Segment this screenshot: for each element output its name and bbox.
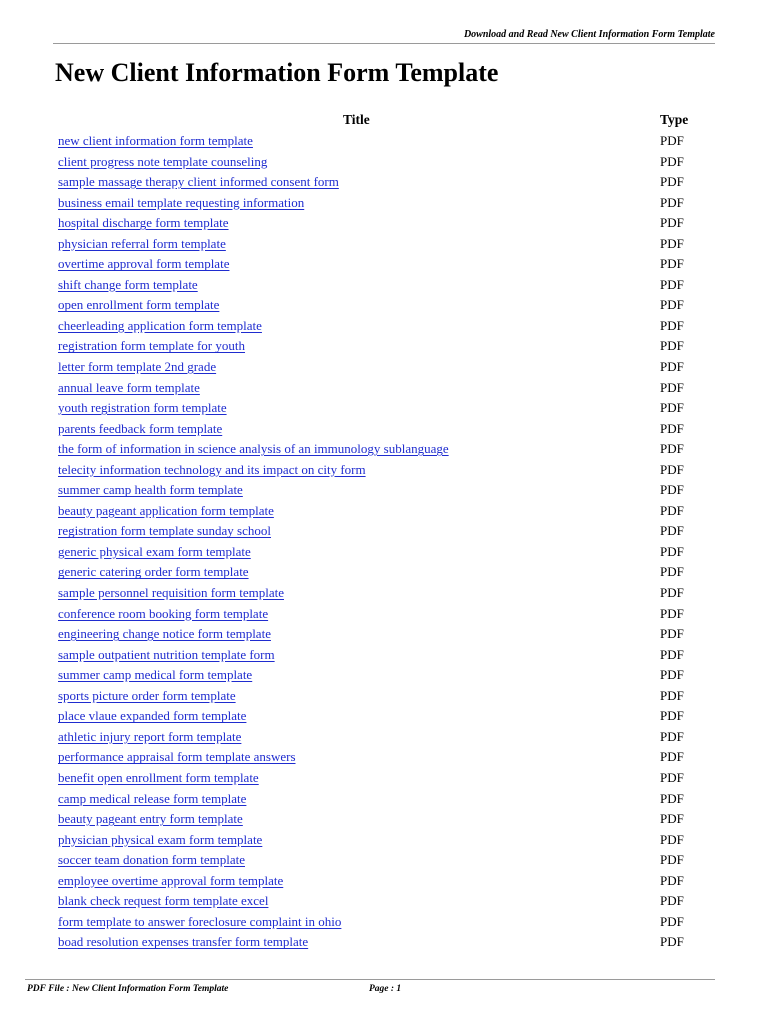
- document-title-link[interactable]: cheerleading application form template: [58, 317, 262, 333]
- document-type-label: PDF: [660, 667, 684, 683]
- document-type-label: PDF: [660, 174, 684, 190]
- document-title-link[interactable]: place vlaue expanded form template: [58, 708, 247, 724]
- page-title: New Client Information Form Template: [55, 58, 499, 87]
- document-type-label: PDF: [660, 400, 684, 416]
- list-item: [58, 398, 718, 419]
- list-item: [58, 665, 718, 686]
- document-title-link[interactable]: performance appraisal form template answers: [58, 749, 296, 765]
- document-type-label: PDF: [660, 215, 684, 231]
- list-item: [58, 234, 718, 255]
- list-item: [58, 645, 718, 666]
- list-item: [58, 378, 718, 399]
- list-item: [58, 727, 718, 748]
- list-item: [58, 542, 718, 563]
- document-type-label: PDF: [660, 708, 684, 724]
- document-title-link[interactable]: boad resolution expenses transfer form template: [58, 934, 309, 950]
- document-type-label: PDF: [660, 461, 684, 477]
- list-item: [58, 932, 718, 953]
- list-item: [58, 521, 718, 542]
- document-type-label: PDF: [660, 934, 684, 950]
- list-item: [58, 501, 718, 522]
- document-type-label: PDF: [660, 585, 684, 601]
- document-title-link[interactable]: physician referral form template: [58, 235, 226, 251]
- document-type-label: PDF: [660, 502, 684, 518]
- document-title-link[interactable]: conference room booking form template: [58, 605, 269, 621]
- list-item: [58, 850, 718, 871]
- list-item: [58, 830, 718, 851]
- list-item: [58, 254, 718, 275]
- document-type-label: PDF: [660, 420, 684, 436]
- list-item: [58, 912, 718, 933]
- document-title-link[interactable]: benefit open enrollment form template: [58, 769, 259, 785]
- document-title-link[interactable]: engineering change notice form template: [58, 626, 271, 642]
- list-item: [58, 747, 718, 768]
- document-type-label: PDF: [660, 482, 684, 498]
- list-item: [58, 193, 718, 214]
- list-item: [58, 336, 718, 357]
- list-item: [58, 624, 718, 645]
- list-item: [58, 871, 718, 892]
- document-type-label: PDF: [660, 379, 684, 395]
- document-title-link[interactable]: sample massage therapy client informed consent form: [58, 174, 339, 190]
- document-title-link[interactable]: employee overtime approval form template: [58, 872, 284, 888]
- document-title-link[interactable]: summer camp health form template: [58, 482, 243, 498]
- list-item: [58, 152, 718, 173]
- list-item: [58, 295, 718, 316]
- document-title-link[interactable]: athletic injury report form template: [58, 728, 242, 744]
- document-type-label: PDF: [660, 728, 684, 744]
- document-title-link[interactable]: parents feedback form template: [58, 420, 223, 436]
- document-title-link[interactable]: form template to answer foreclosure complaint in ohio: [58, 913, 342, 929]
- list-item: [58, 275, 718, 296]
- document-type-label: PDF: [660, 605, 684, 621]
- document-title-link[interactable]: camp medical release form template: [58, 790, 247, 806]
- document-title-link[interactable]: soccer team donation form template: [58, 852, 245, 868]
- document-type-label: PDF: [660, 749, 684, 765]
- document-title-link[interactable]: annual leave form template: [58, 379, 200, 395]
- document-title-link[interactable]: beauty pageant application form template: [58, 502, 274, 518]
- document-type-label: PDF: [660, 646, 684, 662]
- document-title-link[interactable]: client progress note template counseling: [58, 153, 268, 169]
- document-type-label: PDF: [660, 811, 684, 827]
- column-header-title: Title: [343, 112, 370, 127]
- document-title-link[interactable]: open enrollment form template: [58, 297, 220, 313]
- document-type-label: PDF: [660, 913, 684, 929]
- document-list: [58, 131, 718, 953]
- document-type-label: PDF: [660, 872, 684, 888]
- document-type-label: PDF: [660, 769, 684, 785]
- document-title-link[interactable]: blank check request form template excel: [58, 893, 269, 909]
- document-title-link[interactable]: sports picture order form template: [58, 687, 236, 703]
- document-type-label: PDF: [660, 831, 684, 847]
- list-item: [58, 480, 718, 501]
- document-type-label: PDF: [660, 256, 684, 272]
- list-item: [58, 213, 718, 234]
- document-type-label: PDF: [660, 543, 684, 559]
- document-type-label: PDF: [660, 235, 684, 251]
- footer-page-number: Page : 1: [369, 984, 402, 994]
- document-type-label: PDF: [660, 297, 684, 313]
- document-type-label: PDF: [660, 317, 684, 333]
- document-title-link[interactable]: registration form template sunday school: [58, 523, 272, 539]
- document-type-label: PDF: [660, 441, 684, 457]
- document-type-label: PDF: [660, 687, 684, 703]
- document-title-link[interactable]: generic catering order form template: [58, 564, 249, 580]
- document-title-link[interactable]: business email template requesting information: [58, 194, 305, 210]
- document-type-label: PDF: [660, 626, 684, 642]
- document-title-link[interactable]: youth registration form template: [58, 400, 227, 416]
- footer-file-label: PDF File : New Client Information Form Template: [27, 984, 229, 994]
- document-title-link[interactable]: new client information form template: [58, 133, 253, 148]
- list-item: [58, 439, 718, 460]
- list-item: [58, 583, 718, 604]
- list-item: [58, 809, 718, 830]
- list-item: [58, 172, 718, 193]
- list-item: [58, 131, 718, 152]
- document-type-label: PDF: [660, 523, 684, 539]
- list-item: [58, 706, 718, 727]
- document-type-label: PDF: [660, 790, 684, 806]
- document-type-label: PDF: [660, 153, 684, 169]
- list-item: [58, 460, 718, 481]
- document-title-link[interactable]: hospital discharge form template: [58, 215, 229, 231]
- document-type-label: PDF: [660, 852, 684, 868]
- document-title-link[interactable]: the form of information in science analysis of an immunology sublanguage: [58, 441, 449, 457]
- document-type-label: PDF: [660, 338, 684, 354]
- document-title-link[interactable]: sample personnel requisition form template: [58, 585, 284, 601]
- list-item: [58, 686, 718, 707]
- document-title-link[interactable]: physician physical exam form template: [58, 831, 263, 847]
- list-item: [58, 419, 718, 440]
- document-type-label: PDF: [660, 133, 684, 148]
- document-type-label: PDF: [660, 359, 684, 375]
- list-item: [58, 768, 718, 789]
- document-type-label: PDF: [660, 564, 684, 580]
- document-title-link[interactable]: sample outpatient nutrition template form: [58, 646, 275, 662]
- list-item: [58, 604, 718, 625]
- column-header-type: Type: [660, 112, 689, 127]
- document-type-label: PDF: [660, 194, 684, 210]
- document-type-label: PDF: [660, 893, 684, 909]
- document-title-link[interactable]: registration form template for youth: [58, 338, 246, 354]
- document-title-link[interactable]: generic physical exam form template: [58, 543, 251, 559]
- document-title-link[interactable]: telecity information technology and its impact on city form: [58, 461, 366, 477]
- header-divider: [53, 43, 715, 44]
- list-item: [58, 789, 718, 810]
- list-item: [58, 357, 718, 378]
- document-title-link[interactable]: summer camp medical form template: [58, 667, 253, 683]
- document-title-link[interactable]: shift change form template: [58, 276, 198, 292]
- list-item: [58, 562, 718, 583]
- document-type-label: PDF: [660, 276, 684, 292]
- running-header: Download and Read New Client Information Form Template: [463, 29, 715, 40]
- document-title-link[interactable]: overtime approval form template: [58, 256, 230, 272]
- list-item: [58, 316, 718, 337]
- document-title-link[interactable]: beauty pageant entry form template: [58, 811, 243, 827]
- document-title-link[interactable]: letter form template 2nd grade: [58, 359, 217, 375]
- list-item: [58, 891, 718, 912]
- footer-divider: [25, 979, 715, 980]
